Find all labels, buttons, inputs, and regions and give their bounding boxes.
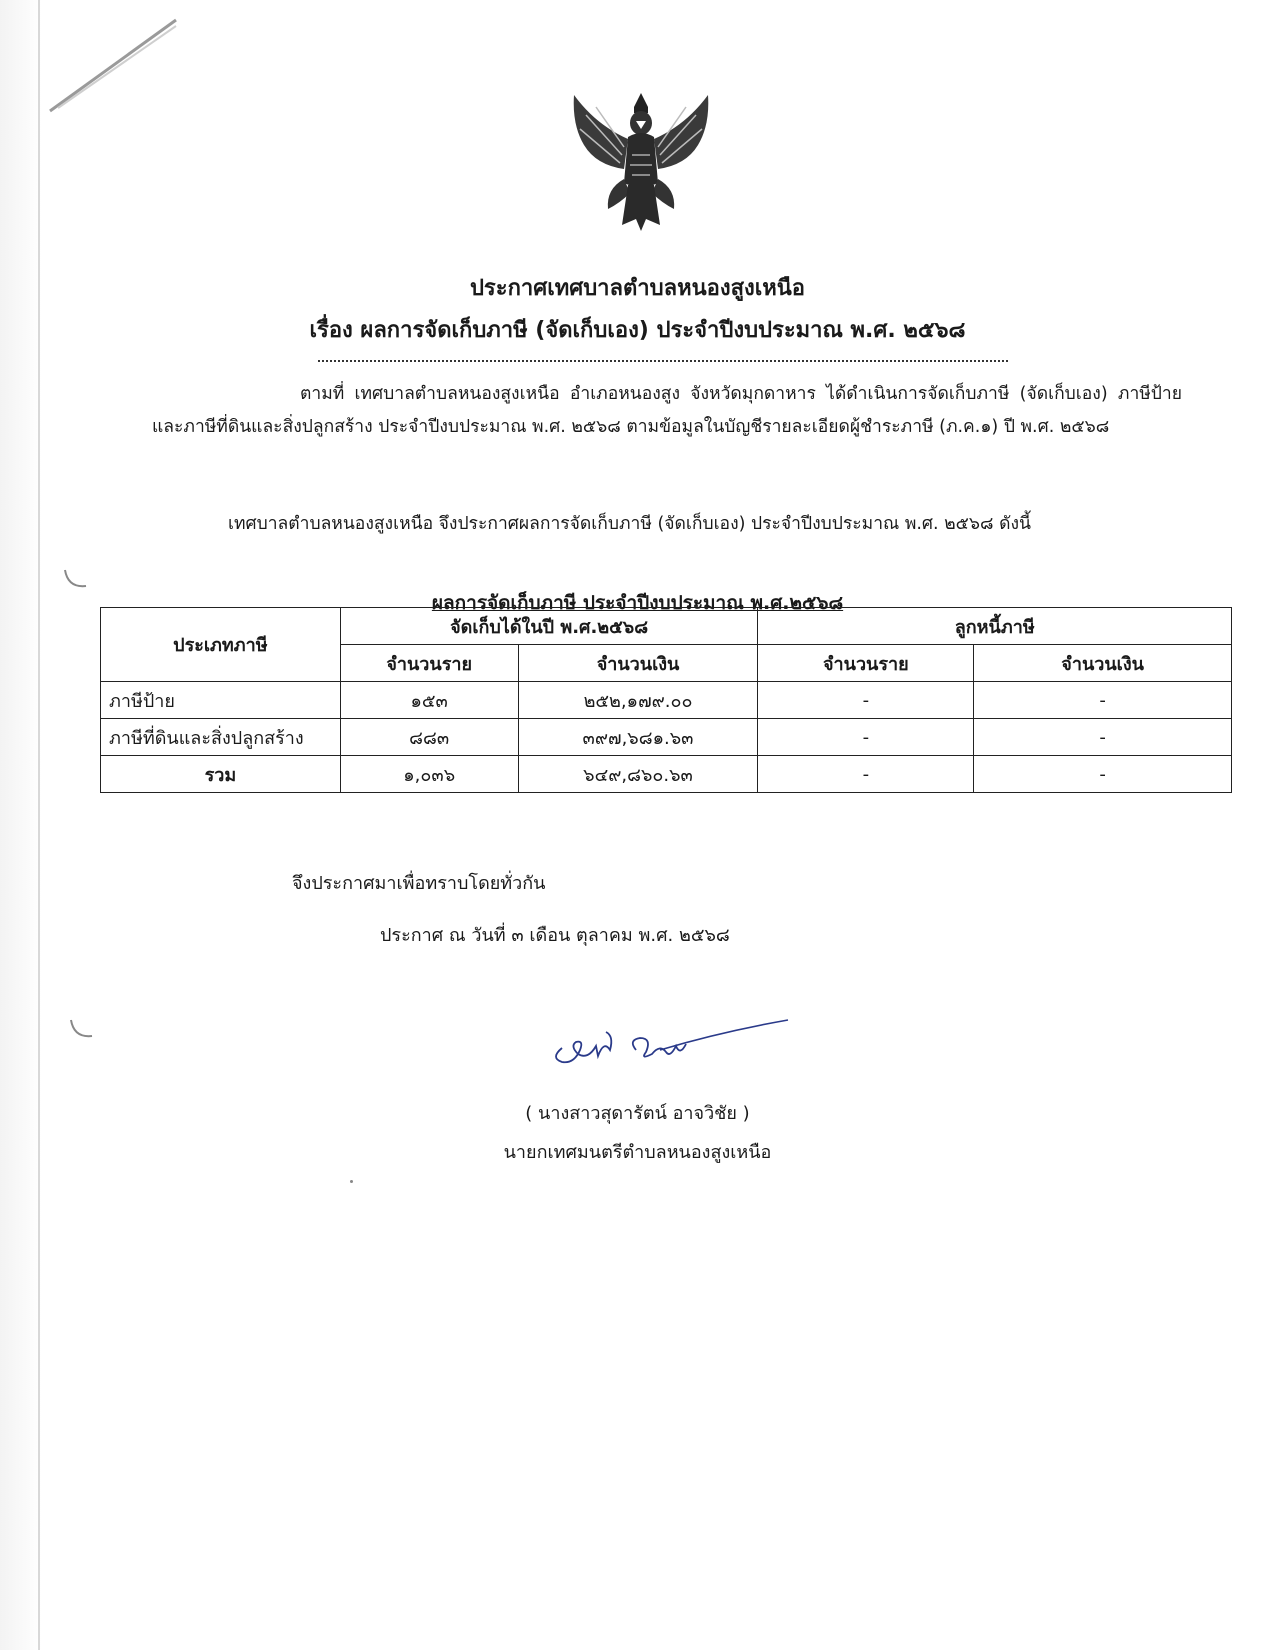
intro-text: ตามที่ เทศบาลตำบลหนองสูงเหนือ อำเภอหนองสูง จังหวัดมุกดาหาร ได้ดำเนินการจัดเก็บภาษี (จัดเก็บเอง) ภาษีป้าย และภาษีที่ดินและสิ่งปลูกสร้าง ประจำปีงบประมาณ พ.ศ. ๒๕๖๘ ตามข้อมูลในบัญชีรายละเอียดผู้ชำระภาษี (ภ.ค.๑) ปี พ.ศ. ๒๕๖๘ (152, 384, 1182, 437)
closing-statement: จึงประกาศมาเพื่อทราบโดยทั่วกัน (292, 873, 546, 894)
paper-fold-mark (48, 18, 178, 113)
header-collected: จัดเก็บได้ในปี พ.ศ.๒๕๖๘ (340, 608, 758, 645)
punch-hole-bottom (68, 1016, 96, 1042)
row-tax-type: ภาษีป้าย (101, 682, 341, 719)
total-debt-count: - (758, 756, 974, 793)
row-debt-count: - (758, 719, 974, 756)
scan-speck (350, 1180, 353, 1183)
page-edge (38, 0, 40, 1650)
row-debt-amount: - (974, 719, 1232, 756)
row-tax-type: ภาษีที่ดินและสิ่งปลูกสร้าง (101, 719, 341, 756)
total-debt-amount: - (974, 756, 1232, 793)
announcement-date: ประกาศ ณ วันที่ ๓ เดือน ตุลาคม พ.ศ. ๒๕๖๘ (380, 925, 730, 946)
header-tax-type: ประเภทภาษี (101, 608, 341, 682)
total-count: ๑,๐๓๖ (340, 756, 518, 793)
total-amount: ๖๔๙,๘๖๐.๖๓ (518, 756, 758, 793)
row-count: ๘๘๓ (340, 719, 518, 756)
dotted-divider (318, 360, 1008, 362)
table-row (101, 719, 1232, 756)
table-header-row (101, 608, 1232, 645)
row-debt-count: - (758, 682, 974, 719)
subheader-collected-count: จำนวนราย (340, 645, 518, 682)
garuda-emblem-icon (566, 85, 716, 235)
intro-paragraph (152, 378, 1182, 444)
scan-shadow (0, 0, 42, 1650)
subheader-debt-count: จำนวนราย (758, 645, 974, 682)
signer-name: ( นางสาวสุดารัตน์ อาจวิชัย ) (525, 1103, 750, 1124)
total-label: รวม (101, 756, 341, 793)
announcement-title: ประกาศเทศบาลตำบลหนองสูงเหนือ (469, 276, 806, 301)
signer-position: นายกเทศมนตรีตำบลหนองสูงเหนือ (503, 1142, 772, 1163)
row-count: ๑๕๓ (340, 682, 518, 719)
subheader-collected-amount: จำนวนเงิน (518, 645, 758, 682)
row-amount: ๒๕๒,๑๗๙.๐๐ (518, 682, 758, 719)
announcement-subject: เรื่อง ผลการจัดเก็บภาษี (จัดเก็บเอง) ประจำปีงบประมาณ พ.ศ. ๒๕๖๘ (309, 318, 966, 343)
header-debtors: ลูกหนี้ภาษี (758, 608, 1232, 645)
handwritten-signature (540, 1010, 790, 1075)
table-total-row (101, 756, 1232, 793)
announcement-paragraph (152, 508, 1182, 541)
tax-results-table (100, 607, 1232, 793)
table-caption: ผลการจัดเก็บภาษี ประจำปีงบประมาณ พ.ศ.๒๕๖๘ (431, 592, 844, 614)
announcement-text: เทศบาลตำบลหนองสูงเหนือ จึงประกาศผลการจัดเก็บภาษี (จัดเก็บเอง) ประจำปีงบประมาณ พ.ศ. ๒๕๖๘ ดังนี้ (228, 514, 1031, 534)
row-amount: ๓๙๗,๖๘๑.๖๓ (518, 719, 758, 756)
row-debt-amount: - (974, 682, 1232, 719)
subheader-debt-amount: จำนวนเงิน (974, 645, 1232, 682)
table-row (101, 682, 1232, 719)
